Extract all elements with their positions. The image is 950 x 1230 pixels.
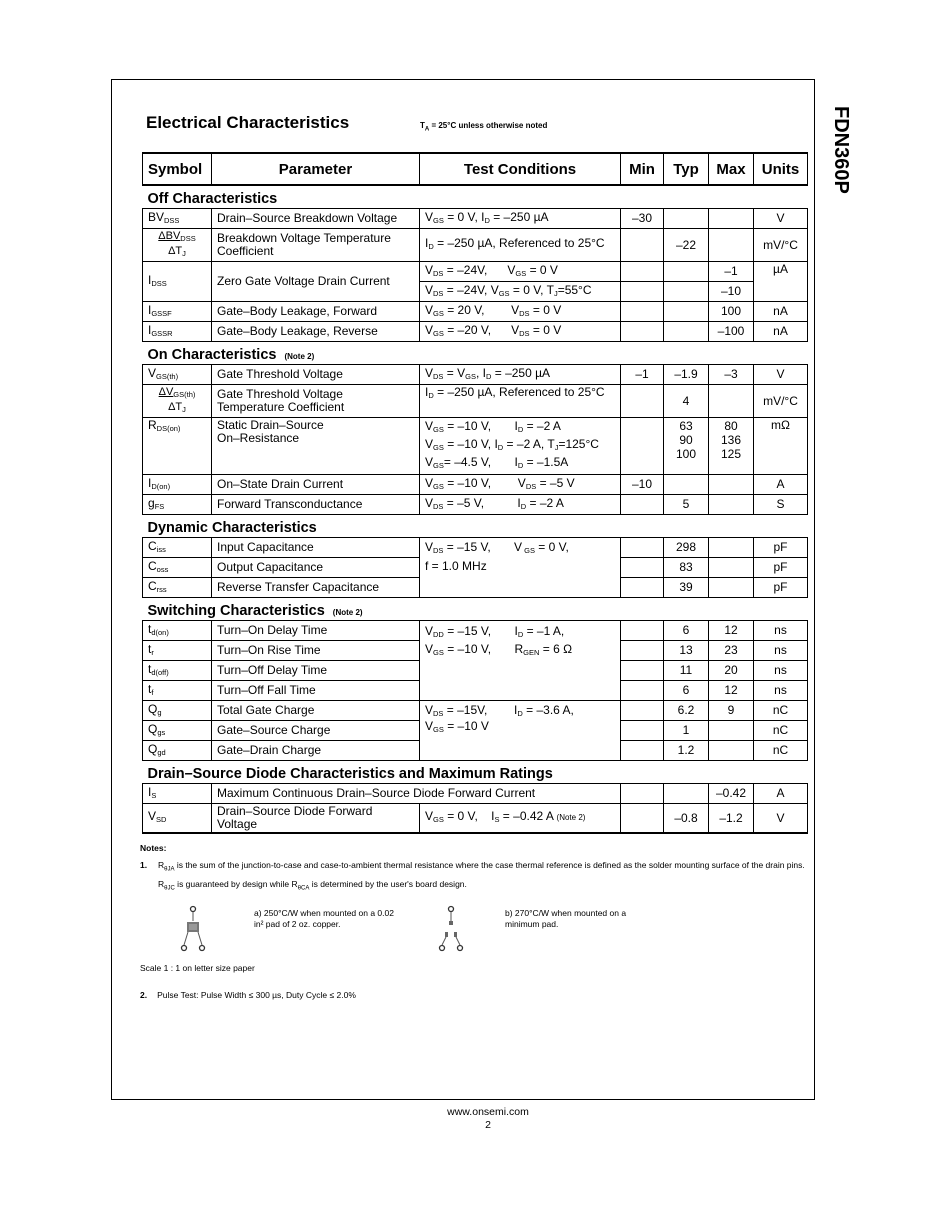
max	[709, 385, 754, 418]
units: V	[754, 804, 808, 834]
max: 100	[709, 302, 754, 322]
units: nC	[754, 721, 808, 741]
symbol: $I_S$	[143, 784, 212, 804]
col-min: Min	[621, 153, 664, 185]
max: 12	[709, 621, 754, 641]
test-conditions: $V_{DS} = -15$ V, V $_{GS}$ = 0 V, f = 1.0 MHz	[420, 538, 621, 598]
col-units: Units	[754, 153, 808, 185]
symbol: $R_{DS(on)}$	[143, 418, 212, 475]
parameter: Gate Threshold Voltage Temperature Coefficient	[212, 385, 420, 418]
section-diode: Drain–Source Diode Characteristics and Maximum Ratings	[143, 761, 808, 784]
table-row	[143, 262, 808, 282]
min: –10	[621, 475, 664, 495]
symbol: $I_{GSSR}$	[143, 322, 212, 342]
parameter: Drain–Source Breakdown Voltage	[212, 209, 420, 229]
parameter: Drain–Source Diode Forward Voltage	[212, 804, 420, 834]
table-row	[143, 475, 808, 495]
test-conditions: $V_{DS} = -24V$, $V_{GS} = 0$ V, $T_J=55^\circ C$	[420, 282, 621, 302]
test-conditions: $I_D = -250$ µA, Referenced to 25°C	[420, 229, 621, 262]
page-number: 2	[485, 1119, 491, 1131]
min: –30	[621, 209, 664, 229]
parameter: Turn–On Rise Time	[212, 641, 420, 661]
symbol: $t_r$	[143, 641, 212, 661]
parameter: Gate Threshold Voltage	[212, 365, 420, 385]
min	[621, 804, 664, 834]
pad-layout-minimum-icon	[436, 905, 466, 953]
min	[621, 741, 664, 761]
min	[621, 418, 664, 475]
units: ns	[754, 641, 808, 661]
scale-note: Scale 1 : 1 on letter size paper	[140, 963, 255, 973]
table-row	[143, 495, 808, 515]
max: 12	[709, 681, 754, 701]
min	[621, 641, 664, 661]
typ	[664, 475, 709, 495]
typ: 4	[664, 385, 709, 418]
test-conditions: $V_{GS} = -10$ V, $I_D = -2$ A $V_{GS} = -10$ V, $I_D = -2$ A, $T_J=125^\circ C$ $V_{GS}= -4.5$ V, $I_D = -1.5A$	[420, 418, 621, 475]
min	[621, 229, 664, 262]
col-typ: Typ	[664, 153, 709, 185]
typ: 83	[664, 558, 709, 578]
symbol: $\Delta V_{GS(th)}$ $\Delta T_J$	[143, 385, 212, 418]
table-header-row	[143, 153, 808, 185]
table-row	[143, 229, 808, 262]
symbol: $\Delta BV_{DSS}$ $\Delta T_J$	[143, 229, 212, 262]
symbol: $BV_{DSS}$	[143, 209, 212, 229]
parameter: Turn–Off Delay Time	[212, 661, 420, 681]
parameter: Reverse Transfer Capacitance	[212, 578, 420, 598]
typ: 63 90 100	[664, 418, 709, 475]
units: mV/°C	[754, 385, 808, 418]
col-max: Max	[709, 153, 754, 185]
min	[621, 558, 664, 578]
max	[709, 475, 754, 495]
test-conditions: $V_{DD} = -15$ V, $I_D = -1$ A, $V_{GS} = -10$ V, $R_{GEN} = 6$ Ω	[420, 621, 621, 701]
col-test-conditions: Test Conditions	[420, 153, 621, 185]
figure-b-caption: b) 270°C/W when mounted on a minimum pad.	[505, 908, 627, 929]
parameter: Gate–Drain Charge	[212, 741, 420, 761]
typ	[664, 209, 709, 229]
test-conditions: $V_{GS} = 20$ V, $V_{DS} = 0$ V	[420, 302, 621, 322]
units: pF	[754, 578, 808, 598]
units: pF	[754, 538, 808, 558]
typ: 298	[664, 538, 709, 558]
min	[621, 322, 664, 342]
min	[621, 578, 664, 598]
units: V	[754, 209, 808, 229]
parameter: Maximum Continuous Drain–Source Diode Forward Current	[212, 784, 621, 804]
max: –0.42	[709, 784, 754, 804]
parameter: Total Gate Charge	[212, 701, 420, 721]
max: –100	[709, 322, 754, 342]
table-row	[143, 365, 808, 385]
ambient-condition-note: $T_A = 25^\circ C$ unless otherwise noted	[420, 121, 548, 133]
typ	[664, 262, 709, 282]
table-row	[143, 302, 808, 322]
test-conditions: $V_{GS} = 0$ V, $I_S = -0.42$ A (Note 2)	[420, 804, 621, 834]
test-conditions: $V_{DS} = -24V$, $V_{GS} = 0$ V	[420, 262, 621, 282]
min: –1	[621, 365, 664, 385]
units: ns	[754, 681, 808, 701]
min	[621, 621, 664, 641]
section-off: Off Characteristics	[143, 185, 808, 209]
notes-heading: Notes:	[140, 843, 167, 853]
section-switching: Switching Characteristics (Note 2)	[143, 598, 808, 621]
symbol: $t_{d(off)}$	[143, 661, 212, 681]
units: nA	[754, 322, 808, 342]
symbol: $Q_{gd}$	[143, 741, 212, 761]
test-conditions: $V_{GS} = -20$ V, $V_{DS} = 0$ V	[420, 322, 621, 342]
parameter: Turn–Off Fall Time	[212, 681, 420, 701]
parameter: Gate–Body Leakage, Reverse	[212, 322, 420, 342]
units: nC	[754, 701, 808, 721]
table-row	[143, 804, 808, 834]
parameter: Input Capacitance	[212, 538, 420, 558]
typ: 6.2	[664, 701, 709, 721]
max	[709, 209, 754, 229]
typ	[664, 784, 709, 804]
units: mΩ	[754, 418, 808, 475]
test-conditions: $V_{DS} = -15V$, $I_D = -3.6$ A, $V_{GS} = -10$ V	[420, 701, 621, 761]
max	[709, 538, 754, 558]
note-1: 1. $R_{\theta JA}$ is the sum of the junction-to-case and case-to-ambient thermal resistance where the case thermal reference is defined as the solder mounting surface of the drain pins. $R_{\theta JC}$ is guaranteed by design while $R_{\theta CA}$ is determined by the user's board design.	[140, 860, 805, 892]
max: 23	[709, 641, 754, 661]
test-conditions: $V_{DS} = -5$ V, $I_D = -2$ A	[420, 495, 621, 515]
typ: 1	[664, 721, 709, 741]
col-parameter: Parameter	[212, 153, 420, 185]
min	[621, 385, 664, 418]
min	[621, 701, 664, 721]
parameter: Turn–On Delay Time	[212, 621, 420, 641]
typ: 1.2	[664, 741, 709, 761]
units: pF	[754, 558, 808, 578]
section-dynamic: Dynamic Characteristics	[143, 515, 808, 538]
max	[709, 578, 754, 598]
notes	[140, 843, 810, 895]
note-2: 2. Pulse Test: Pulse Width ≤ 300 µs, Duty Cycle ≤ 2.0%	[140, 990, 356, 1000]
typ: 39	[664, 578, 709, 598]
section-on: On Characteristics (Note 2)	[143, 342, 808, 365]
min	[621, 721, 664, 741]
max	[709, 721, 754, 741]
max	[709, 558, 754, 578]
units: mV/°C	[754, 229, 808, 262]
max: –3	[709, 365, 754, 385]
units: V	[754, 365, 808, 385]
units: nC	[754, 741, 808, 761]
max	[709, 495, 754, 515]
typ: –22	[664, 229, 709, 262]
units: µA	[754, 262, 808, 302]
table-row	[143, 701, 808, 721]
parameter: Zero Gate Voltage Drain Current	[212, 262, 420, 302]
units: A	[754, 475, 808, 495]
symbol: $Q_{gs}$	[143, 721, 212, 741]
symbol: $t_f$	[143, 681, 212, 701]
figure-a-caption: a) 250°C/W when mounted on a 0.02 in² pad of 2 oz. copper.	[254, 908, 394, 929]
units: S	[754, 495, 808, 515]
table-row	[143, 385, 808, 418]
units: ns	[754, 661, 808, 681]
footer-url[interactable]: www.onsemi.com	[447, 1106, 529, 1118]
min	[621, 661, 664, 681]
parameter: Forward Transconductance	[212, 495, 420, 515]
parameter: Gate–Body Leakage, Forward	[212, 302, 420, 322]
part-number-side-title: FDN360P	[830, 106, 852, 194]
parameter: Output Capacitance	[212, 558, 420, 578]
symbol: $I_{DSS}$	[143, 262, 212, 302]
test-conditions: $V_{DS} = V_{GS}$, $I_D = -250$ µA	[420, 365, 621, 385]
max	[709, 229, 754, 262]
max: –1.2	[709, 804, 754, 834]
max	[709, 741, 754, 761]
symbol: $C_{oss}$	[143, 558, 212, 578]
table-row	[143, 322, 808, 342]
parameter: Static Drain–Source On–Resistance	[212, 418, 420, 475]
symbol: $I_{D(on)}$	[143, 475, 212, 495]
symbol: $t_{d(on)}$	[143, 621, 212, 641]
symbol: $g_{FS}$	[143, 495, 212, 515]
parameter: Gate–Source Charge	[212, 721, 420, 741]
table-row	[143, 621, 808, 641]
typ	[664, 302, 709, 322]
col-symbol: Symbol	[143, 153, 212, 185]
units: nA	[754, 302, 808, 322]
typ: 6	[664, 681, 709, 701]
parameter: Breakdown Voltage Temperature Coefficient	[212, 229, 420, 262]
min	[621, 495, 664, 515]
pad-layout-large-icon	[178, 905, 208, 953]
max: –10	[709, 282, 754, 302]
min	[621, 302, 664, 322]
typ: –0.8	[664, 804, 709, 834]
max: 20	[709, 661, 754, 681]
section-title: Electrical Characteristics	[146, 113, 350, 132]
typ: 6	[664, 621, 709, 641]
symbol: $I_{GSSF}$	[143, 302, 212, 322]
test-conditions: $V_{GS} = 0$ V, $I_D = -250$ µA	[420, 209, 621, 229]
table-row	[143, 538, 808, 558]
min	[621, 282, 664, 302]
typ	[664, 322, 709, 342]
min	[621, 784, 664, 804]
symbol: $V_{SD}$	[143, 804, 212, 834]
table-row	[143, 418, 808, 475]
typ: –1.9	[664, 365, 709, 385]
typ	[664, 282, 709, 302]
typ: 13	[664, 641, 709, 661]
max: 9	[709, 701, 754, 721]
typ: 11	[664, 661, 709, 681]
test-conditions: $I_D = -250$ µA, Referenced to 25°C	[420, 385, 621, 418]
units: A	[754, 784, 808, 804]
symbol: $C_{iss}$	[143, 538, 212, 558]
electrical-characteristics-table	[142, 152, 808, 834]
symbol: $C_{rss}$	[143, 578, 212, 598]
symbol: $Q_g$	[143, 701, 212, 721]
max: 80 136 125	[709, 418, 754, 475]
table-row	[143, 784, 808, 804]
max: –1	[709, 262, 754, 282]
table-row	[143, 209, 808, 229]
min	[621, 538, 664, 558]
test-conditions: $V_{GS} = -10$ V, $V_{DS} = -5$ V	[420, 475, 621, 495]
units: ns	[754, 621, 808, 641]
min	[621, 262, 664, 282]
symbol: $V_{GS(th)}$	[143, 365, 212, 385]
typ: 5	[664, 495, 709, 515]
parameter: On–State Drain Current	[212, 475, 420, 495]
min	[621, 681, 664, 701]
